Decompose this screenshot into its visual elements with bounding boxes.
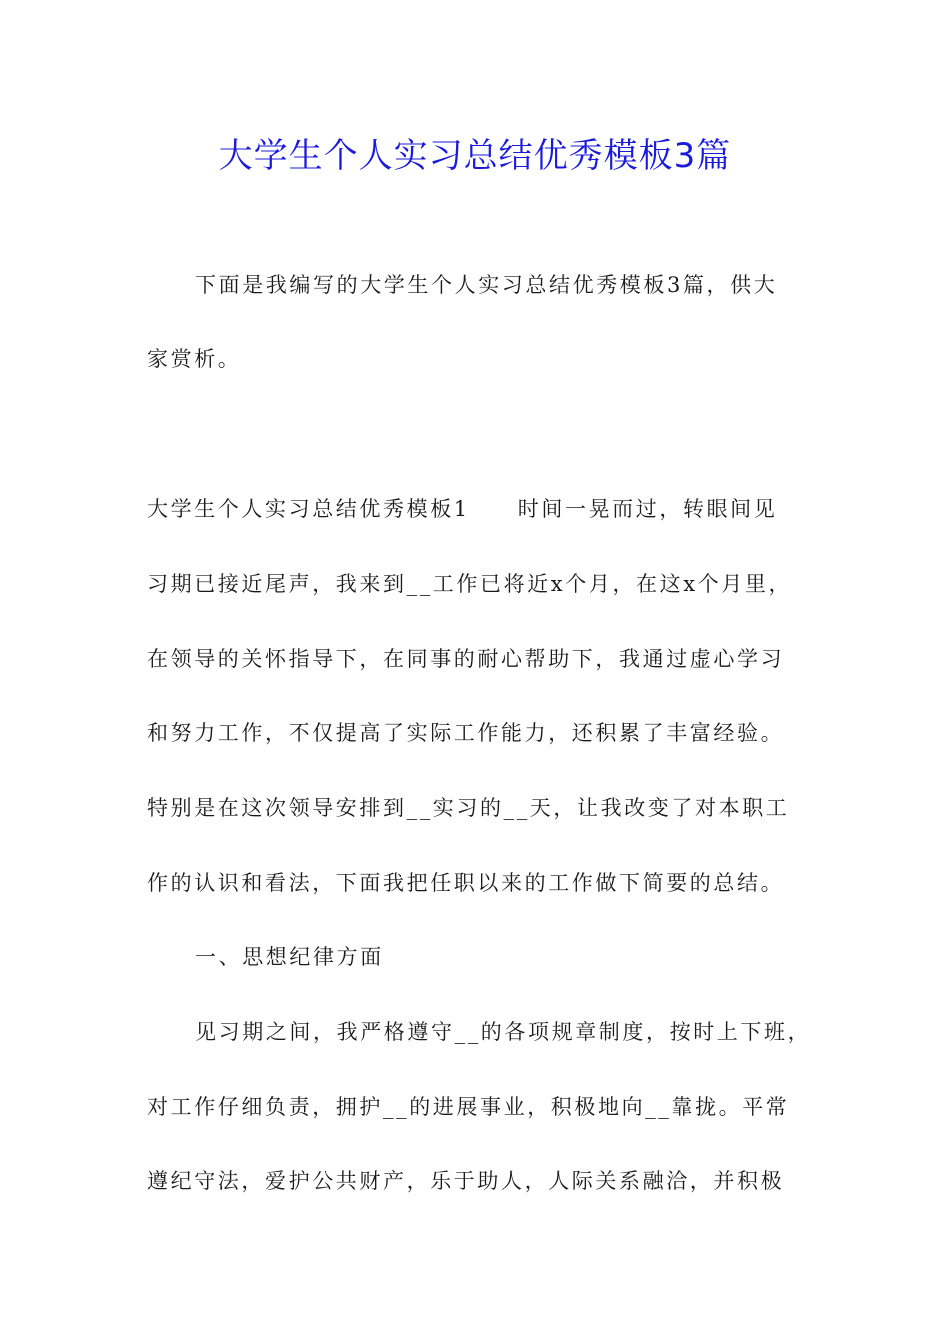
- document-title: 大学生个人实习总结优秀模板3篇: [218, 136, 732, 176]
- paragraph-line: 习期已接近尾声，我来到__工作已将近x个月，在这x个月里，: [147, 572, 793, 596]
- intro-line-2: 家赏析。: [147, 347, 242, 371]
- paragraph-line: 特别是在这次领导安排到__实习的__天，让我改变了对本职工: [147, 796, 790, 820]
- section-1-heading: 大学生个人实习总结优秀模板1: [147, 497, 470, 521]
- paragraph-line: 见习期之间，我严格遵守__的各项规章制度，按时上下班，: [195, 1020, 812, 1044]
- intro-line-1: 下面是我编写的大学生个人实习总结优秀模板3篇，供大: [195, 273, 778, 297]
- paragraph-line: 和努力工作，不仅提高了实际工作能力，还积累了丰富经验。: [147, 721, 785, 745]
- paragraph-line: 作的认识和看法，下面我把任职以来的工作做下简要的总结。: [147, 871, 785, 895]
- paragraph-line: 遵纪守法，爱护公共财产，乐于助人，人际关系融洽，并积极: [147, 1169, 785, 1193]
- section-subheading: 一、思想纪律方面: [195, 945, 384, 969]
- section-1-first-line: [147, 496, 777, 522]
- paragraph-line: 在领导的关怀指导下，在同事的耐心帮助下，我通过虚心学习: [147, 647, 785, 671]
- paragraph-line: 对工作仔细负责，拥护__的进展事业，积极地向__靠拢。平常: [147, 1095, 790, 1119]
- section-1-first-line-text: 时间一晃而过，转眼间见: [517, 497, 778, 521]
